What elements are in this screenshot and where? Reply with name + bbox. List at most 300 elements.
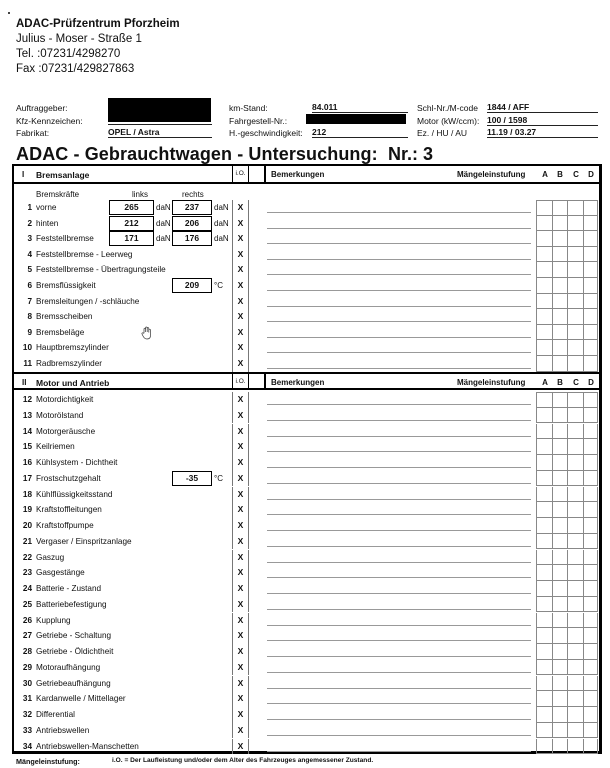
left-force-value: 265 bbox=[109, 200, 154, 215]
row-number: 18 bbox=[22, 489, 32, 499]
grade-cell-d[interactable] bbox=[583, 723, 599, 739]
grade-cell-d[interactable] bbox=[583, 691, 599, 707]
io-checkmark[interactable]: X bbox=[232, 294, 249, 310]
grade-cell-a[interactable] bbox=[536, 723, 552, 739]
grade-cell-d[interactable] bbox=[583, 565, 599, 581]
row-number: 2 bbox=[27, 218, 32, 228]
io-checkmark[interactable]: X bbox=[232, 707, 249, 723]
io-checkmark[interactable]: X bbox=[232, 581, 249, 597]
table-row bbox=[14, 294, 600, 310]
hand-cursor-icon bbox=[141, 326, 153, 340]
row-number: 23 bbox=[22, 568, 32, 578]
table-row bbox=[14, 613, 600, 629]
io-checkmark[interactable]: X bbox=[232, 613, 249, 629]
grade-cell-b[interactable] bbox=[552, 613, 568, 629]
grade-cell-b[interactable] bbox=[552, 356, 568, 372]
io-checkmark[interactable]: X bbox=[232, 309, 249, 325]
grade-cell-b[interactable] bbox=[552, 392, 568, 408]
grade-cell-d[interactable] bbox=[583, 231, 599, 247]
grade-cell-b[interactable] bbox=[552, 550, 568, 566]
grade-cell-c[interactable] bbox=[567, 392, 583, 408]
grade-d-header: D bbox=[588, 170, 594, 179]
grade-cell-b[interactable] bbox=[552, 278, 568, 294]
grade-cell-a[interactable] bbox=[536, 691, 552, 707]
grade-cell-d[interactable] bbox=[583, 294, 599, 310]
ez-label: Ez. / HU / AU bbox=[417, 128, 468, 138]
grade-cell-b[interactable] bbox=[552, 325, 568, 341]
io-checkmark[interactable]: X bbox=[232, 723, 249, 739]
grade-cell-c[interactable] bbox=[567, 278, 583, 294]
temperature-value: -35 bbox=[172, 471, 212, 486]
remarks-line[interactable] bbox=[267, 404, 531, 405]
row-number: 30 bbox=[22, 678, 32, 688]
grade-cell-d[interactable] bbox=[583, 739, 599, 755]
row-number: 20 bbox=[22, 521, 32, 530]
row-number: 8 bbox=[27, 312, 32, 322]
grade-cell-b[interactable] bbox=[552, 439, 568, 455]
grade-cell-d[interactable] bbox=[583, 424, 599, 440]
grade-cell-a[interactable] bbox=[536, 660, 552, 676]
remarks-line[interactable] bbox=[267, 577, 531, 578]
grade-cell-c[interactable] bbox=[567, 581, 583, 597]
row-number: 28 bbox=[22, 647, 32, 656]
io-checkmark[interactable]: X bbox=[232, 534, 249, 550]
grade-cell-c[interactable] bbox=[567, 550, 583, 566]
grade-cell-a[interactable] bbox=[536, 597, 552, 613]
remarks-line[interactable] bbox=[267, 703, 531, 704]
grade-cell-b[interactable] bbox=[552, 644, 568, 660]
grade-cell-a[interactable] bbox=[536, 471, 552, 487]
grade-cell-b[interactable] bbox=[552, 216, 568, 232]
grade-cell-a[interactable] bbox=[536, 309, 552, 325]
io-checkmark[interactable]: X bbox=[232, 325, 249, 341]
grade-cell-c[interactable] bbox=[567, 597, 583, 613]
blank-column-header bbox=[249, 166, 266, 182]
grade-cell-a[interactable] bbox=[536, 565, 552, 581]
table-row bbox=[14, 356, 600, 372]
org-tel: Tel. :07231/4298270 bbox=[16, 48, 121, 60]
grade-a-header: A bbox=[542, 170, 548, 179]
grade-cell-a[interactable] bbox=[536, 231, 552, 247]
row-label: Vergaser / Einspritzanlage bbox=[36, 536, 132, 546]
grade-cell-c[interactable] bbox=[567, 200, 583, 216]
grade-cell-d[interactable] bbox=[583, 581, 599, 597]
grade-cell-a[interactable] bbox=[536, 216, 552, 232]
grade-cell-a[interactable] bbox=[536, 581, 552, 597]
remarks-line[interactable] bbox=[267, 420, 531, 421]
grade-cell-c[interactable] bbox=[567, 723, 583, 739]
grade-cell-d[interactable] bbox=[583, 309, 599, 325]
grade-cell-b[interactable] bbox=[552, 340, 568, 356]
table-row bbox=[14, 262, 600, 278]
grade-cell-b[interactable] bbox=[552, 471, 568, 487]
row-number: 13 bbox=[22, 410, 32, 420]
io-checkmark[interactable]: X bbox=[232, 644, 249, 660]
defect-rating-header: Mängeleinstufung bbox=[457, 170, 526, 179]
remarks-line[interactable] bbox=[267, 259, 531, 260]
remarks-line[interactable] bbox=[267, 228, 531, 229]
right-force-value: 206 bbox=[172, 216, 212, 231]
grade-cell-c[interactable] bbox=[567, 325, 583, 341]
grade-cell-d[interactable] bbox=[583, 550, 599, 566]
row-number: 17 bbox=[22, 473, 32, 483]
remarks-line[interactable] bbox=[267, 451, 531, 452]
grade-cell-d[interactable] bbox=[583, 455, 599, 471]
grade-cell-a[interactable] bbox=[536, 676, 552, 692]
grade-cell-a[interactable] bbox=[536, 487, 552, 503]
grade-cell-d[interactable] bbox=[583, 439, 599, 455]
io-checkmark[interactable]: X bbox=[232, 408, 249, 424]
remarks-line[interactable] bbox=[267, 352, 531, 353]
io-checkmark[interactable]: X bbox=[232, 392, 249, 408]
table-row bbox=[14, 597, 600, 613]
table-row bbox=[14, 723, 600, 739]
grade-cell-b[interactable] bbox=[552, 581, 568, 597]
force-unit: daN bbox=[214, 234, 229, 244]
row-label: Getriebeaufhängung bbox=[36, 678, 111, 688]
grade-cell-b[interactable] bbox=[552, 262, 568, 278]
io-checkmark[interactable]: X bbox=[232, 739, 249, 755]
row-label: Getriebe - Schaltung bbox=[36, 631, 112, 641]
io-checkmark[interactable]: X bbox=[232, 439, 249, 455]
grade-cell-d[interactable] bbox=[583, 392, 599, 408]
remarks-line[interactable] bbox=[267, 593, 531, 594]
remarks-line[interactable] bbox=[267, 672, 531, 673]
remarks-line[interactable] bbox=[267, 735, 531, 736]
grade-cell-a[interactable] bbox=[536, 502, 552, 518]
row-number: 19 bbox=[22, 505, 32, 515]
grade-cell-b[interactable] bbox=[552, 231, 568, 247]
kennzeichen-label: Kfz-Kennzeichen: bbox=[16, 116, 83, 126]
row-number: 34 bbox=[22, 741, 32, 751]
grade-cell-a[interactable] bbox=[536, 518, 552, 534]
row-label: Antriebswellen-Manschetten bbox=[36, 741, 139, 751]
row-label: Frostschutzgehalt bbox=[36, 473, 101, 483]
org-fax: Fax :07231/429827863 bbox=[16, 63, 135, 75]
grade-cell-c[interactable] bbox=[567, 424, 583, 440]
io-checkmark[interactable]: X bbox=[232, 676, 249, 692]
grade-cell-c[interactable] bbox=[567, 408, 583, 424]
row-label: Hauptbremszylinder bbox=[36, 343, 109, 353]
left-force-value: 212 bbox=[109, 216, 154, 231]
fahrgestell-label: Fahrgestell-Nr.: bbox=[229, 116, 288, 126]
row-label: Batterie - Zustand bbox=[36, 584, 102, 593]
table-row bbox=[14, 408, 600, 424]
scan-speck bbox=[8, 12, 10, 14]
grade-cell-b[interactable] bbox=[552, 518, 568, 534]
grade-cell-c[interactable] bbox=[567, 487, 583, 503]
table-row bbox=[14, 676, 600, 692]
io-checkmark[interactable]: X bbox=[232, 691, 249, 707]
grade-cell-b[interactable] bbox=[552, 660, 568, 676]
remarks-line[interactable] bbox=[267, 243, 531, 244]
remarks-line[interactable] bbox=[267, 436, 531, 437]
grade-cell-a[interactable] bbox=[536, 408, 552, 424]
grade-cell-a[interactable] bbox=[536, 628, 552, 644]
remarks-line[interactable] bbox=[267, 467, 531, 468]
row-label: hinten bbox=[36, 218, 59, 228]
grade-cell-d[interactable] bbox=[583, 278, 599, 294]
grade-cell-a[interactable] bbox=[536, 455, 552, 471]
io-checkmark[interactable]: X bbox=[232, 455, 249, 471]
row-label: Bremsleitungen / -schläuche bbox=[36, 296, 140, 306]
grade-cell-d[interactable] bbox=[583, 534, 599, 550]
row-label: Gaszug bbox=[36, 552, 65, 562]
table-row bbox=[14, 216, 600, 232]
io-checkmark[interactable]: X bbox=[232, 200, 249, 216]
grade-cell-c[interactable] bbox=[567, 247, 583, 263]
grade-cell-a[interactable] bbox=[536, 534, 552, 550]
table-row bbox=[14, 392, 600, 408]
remarks-line[interactable] bbox=[267, 337, 531, 338]
grade-cell-a[interactable] bbox=[536, 356, 552, 372]
row-label: Radbremszylinder bbox=[36, 359, 102, 368]
table-row bbox=[14, 565, 600, 581]
row-label: Bremsscheiben bbox=[36, 312, 93, 322]
row-label: Bremsflüssigkeit bbox=[36, 281, 96, 290]
grade-cell-c[interactable] bbox=[567, 309, 583, 325]
row-label: Motorölstand bbox=[36, 410, 84, 420]
right-force-value: 176 bbox=[172, 231, 212, 246]
grade-cell-a[interactable] bbox=[536, 392, 552, 408]
grade-cell-c[interactable] bbox=[567, 707, 583, 723]
io-checkmark[interactable]: X bbox=[232, 628, 249, 644]
remarks-line[interactable] bbox=[267, 688, 531, 689]
blank-column-header bbox=[249, 374, 266, 390]
grade-cell-a[interactable] bbox=[536, 247, 552, 263]
org-name: ADAC-Prüfzentrum Pforzheim bbox=[16, 18, 180, 30]
grade-cell-c[interactable] bbox=[567, 231, 583, 247]
grade-cell-b[interactable] bbox=[552, 309, 568, 325]
remarks-line[interactable] bbox=[267, 212, 531, 213]
grade-cell-b[interactable] bbox=[552, 247, 568, 263]
grade-cell-b[interactable] bbox=[552, 691, 568, 707]
grade-cell-d[interactable] bbox=[583, 340, 599, 356]
grade-cell-c[interactable] bbox=[567, 216, 583, 232]
row-number: 14 bbox=[22, 426, 32, 436]
io-checkmark[interactable]: X bbox=[232, 597, 249, 613]
grade-cell-a[interactable] bbox=[536, 739, 552, 755]
grade-cell-d[interactable] bbox=[583, 247, 599, 263]
grade-cell-b[interactable] bbox=[552, 200, 568, 216]
io-checkmark[interactable]: X bbox=[232, 660, 249, 676]
grade-cell-d[interactable] bbox=[583, 613, 599, 629]
report-number: Nr.: 3 bbox=[388, 144, 434, 164]
grade-cell-d[interactable] bbox=[583, 200, 599, 216]
io-checkmark[interactable]: X bbox=[232, 471, 249, 487]
grade-cell-c[interactable] bbox=[567, 455, 583, 471]
remarks-line[interactable] bbox=[267, 625, 531, 626]
grade-cell-a[interactable] bbox=[536, 439, 552, 455]
grade-cell-c[interactable] bbox=[567, 471, 583, 487]
remarks-column-header: Bemerkungen bbox=[271, 170, 325, 179]
grade-cell-d[interactable] bbox=[583, 262, 599, 278]
row-number: 22 bbox=[22, 552, 32, 562]
force-unit: daN bbox=[214, 218, 229, 228]
grade-cell-c[interactable] bbox=[567, 676, 583, 692]
grade-cell-c[interactable] bbox=[567, 518, 583, 534]
row-label: Kraftstoffleitungen bbox=[36, 505, 102, 515]
io-checkmark[interactable]: X bbox=[232, 518, 249, 534]
grade-cell-c[interactable] bbox=[567, 644, 583, 660]
grade-cell-a[interactable] bbox=[536, 340, 552, 356]
grade-cell-c[interactable] bbox=[567, 613, 583, 629]
row-label: Kraftstoffpumpe bbox=[36, 521, 94, 530]
grade-cell-c[interactable] bbox=[567, 628, 583, 644]
io-checkmark[interactable]: X bbox=[232, 424, 249, 440]
table-row bbox=[14, 581, 600, 597]
row-label: Kupplung bbox=[36, 615, 71, 625]
grade-cell-b[interactable] bbox=[552, 408, 568, 424]
grade-cell-c[interactable] bbox=[567, 565, 583, 581]
fabrikat-label: Fabrikat: bbox=[16, 128, 50, 138]
grade-cell-a[interactable] bbox=[536, 550, 552, 566]
remarks-line[interactable] bbox=[267, 306, 531, 307]
grade-cell-c[interactable] bbox=[567, 660, 583, 676]
grade-cell-d[interactable] bbox=[583, 676, 599, 692]
row-number: 4 bbox=[27, 249, 32, 259]
io-checkmark[interactable]: X bbox=[232, 550, 249, 566]
io-checkmark[interactable]: X bbox=[232, 247, 249, 263]
grade-cell-c[interactable] bbox=[567, 356, 583, 372]
remarks-line[interactable] bbox=[267, 530, 531, 531]
io-checkmark[interactable]: X bbox=[232, 216, 249, 232]
force-unit: daN bbox=[156, 203, 171, 212]
io-checkmark[interactable]: X bbox=[232, 356, 249, 372]
remarks-line[interactable] bbox=[267, 609, 531, 610]
table-row bbox=[14, 502, 600, 518]
table-row bbox=[14, 247, 600, 263]
remarks-line[interactable] bbox=[267, 290, 531, 291]
table-row bbox=[14, 707, 600, 723]
grade-cell-c[interactable] bbox=[567, 439, 583, 455]
grade-cell-a[interactable] bbox=[536, 644, 552, 660]
grade-cell-c[interactable] bbox=[567, 534, 583, 550]
grade-cell-a[interactable] bbox=[536, 278, 552, 294]
grade-cell-b[interactable] bbox=[552, 628, 568, 644]
grade-cell-d[interactable] bbox=[583, 487, 599, 503]
table-row bbox=[14, 455, 600, 471]
grade-cell-b[interactable] bbox=[552, 455, 568, 471]
row-number: 9 bbox=[27, 327, 32, 337]
hgeschw-value: 212 bbox=[312, 127, 408, 138]
grade-cell-c[interactable] bbox=[567, 739, 583, 755]
remarks-line[interactable] bbox=[267, 274, 531, 275]
grade-cell-d[interactable] bbox=[583, 644, 599, 660]
remarks-line[interactable] bbox=[267, 499, 531, 500]
io-checkmark[interactable]: X bbox=[232, 278, 249, 294]
grade-cell-b[interactable] bbox=[552, 565, 568, 581]
table-row bbox=[14, 340, 600, 356]
io-checkmark[interactable]: X bbox=[232, 340, 249, 356]
grade-cell-c[interactable] bbox=[567, 294, 583, 310]
remarks-line[interactable] bbox=[267, 751, 531, 752]
grade-a-header: A bbox=[542, 378, 548, 387]
row-label: Kühlflüssigkeitsstand bbox=[36, 489, 113, 499]
grade-cell-b[interactable] bbox=[552, 502, 568, 518]
grade-cell-a[interactable] bbox=[536, 707, 552, 723]
org-street: Julius - Moser - Straße 1 bbox=[16, 33, 142, 45]
grade-cell-d[interactable] bbox=[583, 518, 599, 534]
grade-cell-d[interactable] bbox=[583, 597, 599, 613]
grade-cell-d[interactable] bbox=[583, 502, 599, 518]
grade-cell-d[interactable] bbox=[583, 216, 599, 232]
remarks-line[interactable] bbox=[267, 719, 531, 720]
grade-cell-b[interactable] bbox=[552, 676, 568, 692]
grade-cell-b[interactable] bbox=[552, 723, 568, 739]
row-number: 11 bbox=[23, 359, 32, 368]
fabrikat-value: OPEL / Astra bbox=[108, 127, 212, 138]
inspection-form bbox=[12, 164, 602, 754]
temperature-value: 209 bbox=[172, 278, 212, 293]
table-row bbox=[14, 739, 600, 755]
grade-cell-c[interactable] bbox=[567, 502, 583, 518]
row-number: 12 bbox=[22, 395, 32, 404]
grade-cell-b[interactable] bbox=[552, 707, 568, 723]
table-row bbox=[14, 660, 600, 676]
defect-rating-header: Mängeleinstufung bbox=[457, 378, 526, 387]
grade-cell-d[interactable] bbox=[583, 408, 599, 424]
grade-cell-d[interactable] bbox=[583, 660, 599, 676]
io-checkmark[interactable]: X bbox=[232, 565, 249, 581]
grade-cell-d[interactable] bbox=[583, 356, 599, 372]
grade-cell-d[interactable] bbox=[583, 707, 599, 723]
grade-cell-a[interactable] bbox=[536, 424, 552, 440]
remarks-line[interactable] bbox=[267, 321, 531, 322]
remarks-line[interactable] bbox=[267, 640, 531, 641]
table-row bbox=[14, 231, 600, 247]
row-number: 24 bbox=[22, 584, 32, 593]
grade-cell-c[interactable] bbox=[567, 691, 583, 707]
grade-cell-b[interactable] bbox=[552, 424, 568, 440]
remarks-line[interactable] bbox=[267, 562, 531, 563]
grade-cell-a[interactable] bbox=[536, 325, 552, 341]
row-label: Feststellbremse bbox=[36, 234, 94, 244]
grade-cell-a[interactable] bbox=[536, 613, 552, 629]
io-checkmark[interactable]: X bbox=[232, 487, 249, 503]
hgeschw-label: H.-geschwindigkeit: bbox=[229, 128, 303, 138]
io-checkmark[interactable]: X bbox=[232, 262, 249, 278]
grade-cell-b[interactable] bbox=[552, 534, 568, 550]
remarks-line[interactable] bbox=[267, 514, 531, 515]
grade-cell-b[interactable] bbox=[552, 294, 568, 310]
grade-cell-c[interactable] bbox=[567, 340, 583, 356]
grade-cell-b[interactable] bbox=[552, 739, 568, 755]
grade-cell-d[interactable] bbox=[583, 628, 599, 644]
right-force-value: 237 bbox=[172, 200, 212, 215]
grade-cell-b[interactable] bbox=[552, 597, 568, 613]
auftraggeber-label: Auftraggeber: bbox=[16, 103, 68, 113]
grade-cell-c[interactable] bbox=[567, 262, 583, 278]
grade-cell-a[interactable] bbox=[536, 294, 552, 310]
ez-value: 11.19 / 03.27 bbox=[487, 127, 598, 138]
remarks-line[interactable] bbox=[267, 368, 531, 369]
row-label: Motordichtigkeit bbox=[36, 395, 94, 404]
io-checkmark[interactable]: X bbox=[232, 502, 249, 518]
grade-cell-a[interactable] bbox=[536, 200, 552, 216]
remarks-line[interactable] bbox=[267, 483, 531, 484]
grade-cell-d[interactable] bbox=[583, 325, 599, 341]
row-label: Motorgeräusche bbox=[36, 426, 96, 436]
grade-cell-b[interactable] bbox=[552, 487, 568, 503]
row-label: Getriebe - Öldichtheit bbox=[36, 647, 114, 656]
row-label: vorne bbox=[36, 203, 57, 212]
remarks-line[interactable] bbox=[267, 656, 531, 657]
grade-cell-a[interactable] bbox=[536, 262, 552, 278]
remarks-line[interactable] bbox=[267, 546, 531, 547]
io-checkmark[interactable]: X bbox=[232, 231, 249, 247]
grade-cell-d[interactable] bbox=[583, 471, 599, 487]
